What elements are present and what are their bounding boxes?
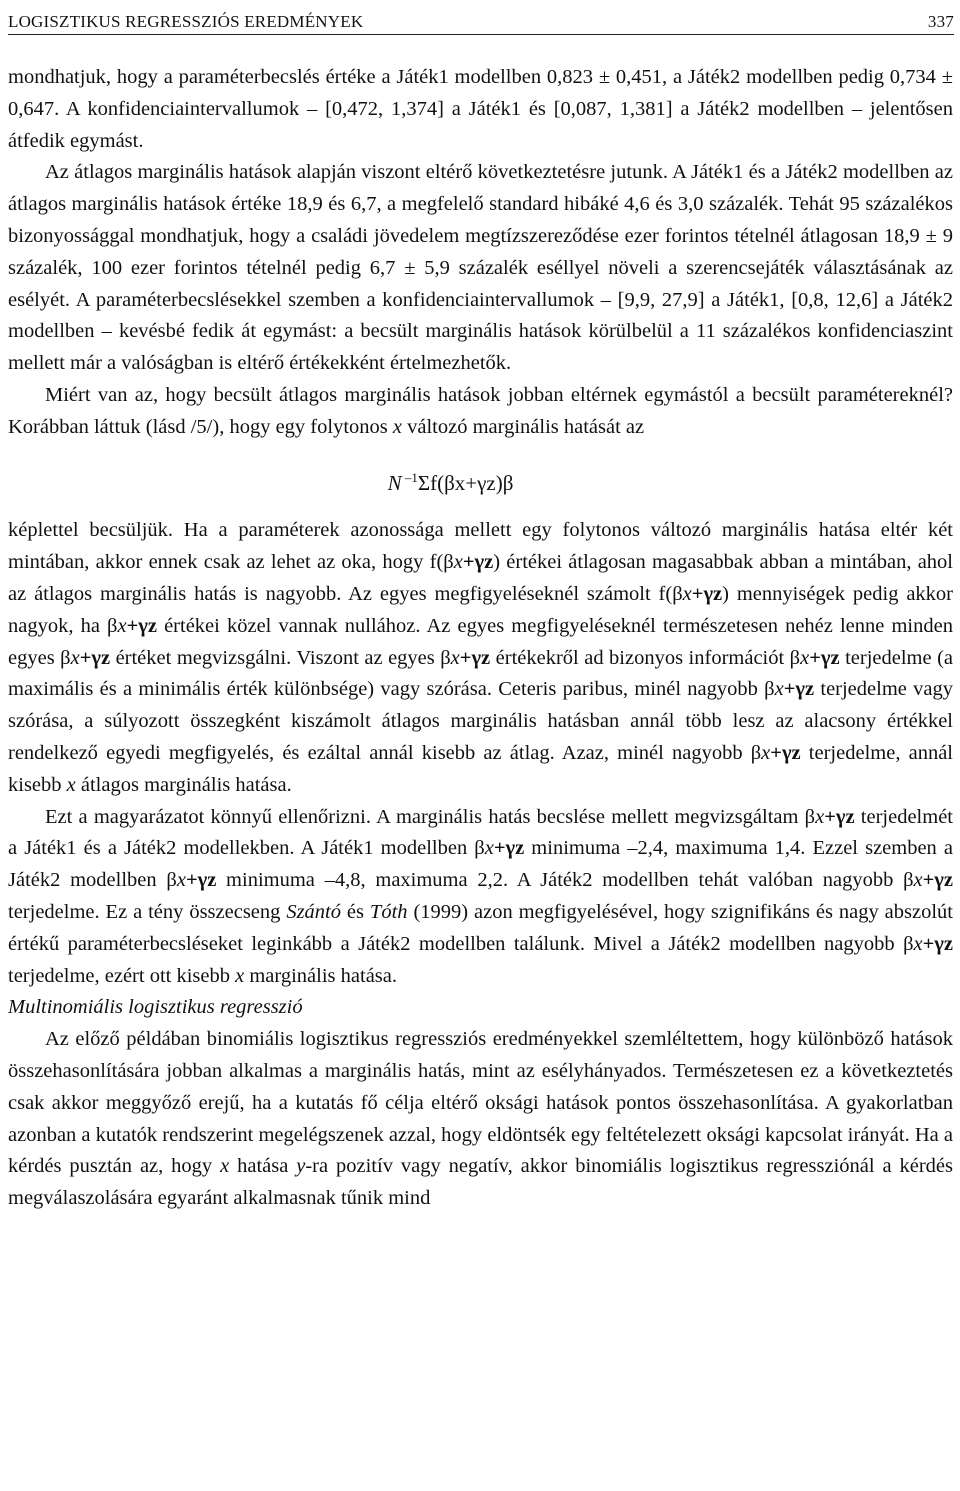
paragraph: Miért van az, hogy becsült átlagos marginális hatások jobban eltérnek egymástól a becsült paramétereknél? Korábban láttuk (lásd /5/), hogy egy folytonos x változó marginális hatását az	[8, 383, 953, 438]
page-number: 337	[927, 12, 954, 31]
running-header	[8, 4, 954, 35]
paragraph: Ezt a magyarázatot könnyű ellenőrizni. A marginális hatás becslése mellett megvizsgáltam βx+γz terjedelmét a Játék1 és a Játék2 modellekben. A Játék1 modellben βx+γz minimuma –2,4, maximuma 1,4. Ezzel szemben a Játék2 modellben βx+γz minimuma –4,8, maximuma 2,2. A Játék2 modellben tehát valóban nagyobb βx+γz terjedelme. Ez a tény összecseng Szántó és Tóth (1999) azon megfigyelésével, hogy szignifikáns és nagy abszolút értékű paraméterbecsléseket leginkább a Játék2 modellben találunk. Mivel a Játék2 modellben nagyobb βx+γz terjedelme, ezért ott kisebb x marginális hatása.	[8, 805, 954, 987]
paragraph: mondhatjuk, hogy a paraméterbecslés értéke a Játék1 modellben 0,823 ± 0,451, a Játék2 modellben pedig 0,734 ± 0,647. A konfidenciaintervallumok – [0,472, 1,374] a Játék1 és [0,087, 1,381] a Játék2 modellben – jelentősen átfedik egymást.	[8, 66, 953, 152]
marginal-effect-formula: N $^{-1}$Σf(βx+γz)β	[387, 469, 514, 495]
running-title: LOGISZTIKUS REGRESSZIÓS EREDMÉNYEK	[8, 12, 364, 31]
body-text	[8, 62, 953, 1215]
section-heading: Multinomiális logisztikus regresszió	[8, 996, 303, 1019]
paragraph: képlettel becsüljük. Ha a paraméterek azonossága mellett egy folytonos változó marginális hatása eltér két mintában, akkor ennek csak az lehet az oka, hogy f(βx+γz) értékei átlagosan magasabbak abban a mintában, ahol az átlagos marginális hatás is nagyobb. Az egyes megfigyeléseknél számolt f(βx+γz) mennyiségek pedig akkor nagyok, ha βx+γz értékei közel vannak nullához. Az egyes megfigyeléseknél természetesen nehéz lenne minden egyes βx+γz értéket megvizsgálni. Viszont az egyes βx+γz értékekről ad bizonyos információt βx+γz terjedelme (a maximális és a minimális érték különbsége) vagy szórása. Ceteris paribus, minél nagyobb βx+γz terjedelme vagy szórása, a súlyozott összegként kiszámolt átlagos marginális hatásban annál több lesz az alacsony értékkel rendelkező egyedi megfigyelés, és ezáltal annál kisebb az átlag. Azaz, minél nagyobb βx+γz terjedelme, annál kisebb x átlagos marginális hatása.	[8, 519, 954, 796]
paragraph: Az átlagos marginális hatások alapján viszont eltérő következtetésre jutunk. A Játék1 és a Játék2 modellben az átlagos marginális hatások értéke 18,9 és 6,7, a megfelelő standard hibáké 4,6 és 3,0 százalék. Tehát 95 százalékos bizonyossággal mondhatjuk, hogy a családi jövedelem megtízszereződése ezer forintos tételnél átlagosan 18,9 ± 9 százalék, 100 ezer forintos tételnél pedig 6,7 ± 5,9 százalék eséllyel növeli a szerencsejáték választásának az esélyét. A paraméterbecslésekkel szemben a konfidenciaintervallumok – [9,9, 27,9] a Játék1, [0,8, 12,6] a Játék2 modellben – kevésbé fedik át egymást: a becsült marginális hatások körülbelül a 11 százalékos konfidenciaszint mellett már a valóságban is eltérő értékekként értelmezhetők.	[8, 161, 953, 375]
author-citation: Tóth	[369, 900, 408, 923]
paragraph: Az előző példában binomiális logisztikus regressziós eredményekkel szemléltettem, hogy különböző hatások összehasonlítására jobban alkalmas a marginális hatás, mint az esélyhányados. Természetesen ez a következtetés csak akkor meggyőző erejű, ha a kutatás fő célja eltérő oksági hatások pontos összehasonlítása. A gyakorlatban azonban a kutatók rendszerint megelégszenek azzal, hogy eldöntsék egy feltételezett oksági kapcsolat irányát. Ha a kérdés pusztán az, hogy x hatása y-ra pozitív vagy negatív, akkor binomiális logisztikus regressziónál a kérdés megválaszolására egyaránt alkalmasnak tűnik mind	[8, 1028, 953, 1210]
author-citation: Szántó	[286, 900, 341, 923]
